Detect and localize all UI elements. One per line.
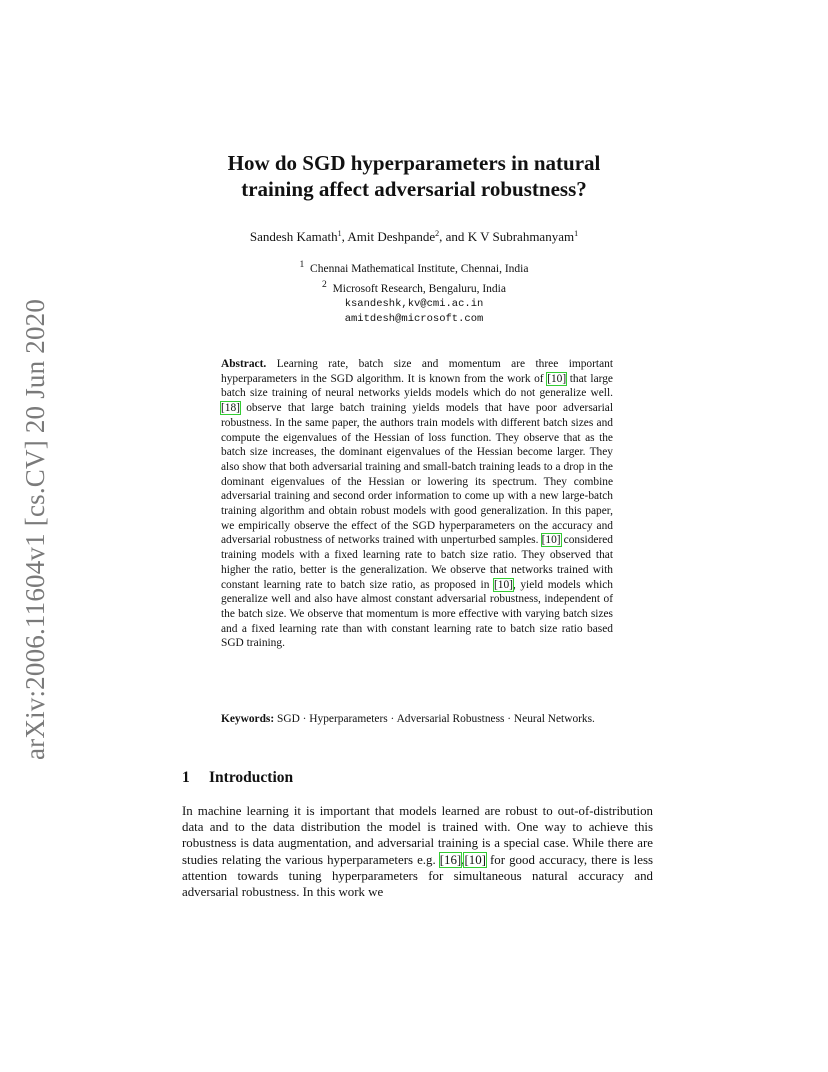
- author-name: Amit Deshpande: [347, 229, 436, 244]
- abstract-text: considered training models with a fixed learning rate to batch size ratio. They observed that higher the ratio, better is the generalization. We observe that networks trained with constant learning rate to batch size ratio, as proposed in: [221, 534, 614, 591]
- section-heading: [182, 769, 293, 787]
- body-text: ,: [461, 852, 465, 867]
- keywords: [221, 712, 613, 727]
- affiliation-text: Chennai Mathematical Institute, Chennai, India: [310, 262, 529, 275]
- title-line-1: How do SGD hyperparameters in natural: [227, 151, 601, 175]
- abstract: [221, 357, 613, 651]
- paper-title: [150, 150, 678, 202]
- affiliation-mark: 2: [435, 229, 440, 238]
- abstract-text: Learning rate, batch size and momentum are three important hyperparameters in the SGD algorithm. It is known from the work of: [221, 358, 613, 385]
- abstract-label: Abstract.: [221, 358, 267, 370]
- author-list: [150, 229, 678, 245]
- abstract-text: observe that large batch training yields models that have poor adversarial robustness. In the same paper, the authors train models with different batch sizes and compute the eigenvalues of the Hessian of loss function. They observe that as the batch size increases, the dominant eigenvalues of the Hessian become larger. They also show that both adversarial training and small-batch training leads to a drop in the dominant eigenvalues of the Hessian or lowering its spectrum. They combine adversarial training and second order information to come up with a new large-batch training algorithm and obtain robust models with good generalization. In this paper, we empirically observe the effect of the SGD hyperparameters on the accuracy and adversarial robustness of networks trained with unperturbed samples.: [221, 402, 613, 547]
- email-line: amitdesh@microsoft.com: [344, 312, 484, 325]
- abstract-text: that large batch size training of neural networks yields models which do not generalize well.: [221, 372, 613, 400]
- citation-link[interactable]: [10]: [493, 578, 513, 591]
- author-separator: ,: [341, 229, 348, 244]
- section-number: 1: [182, 769, 190, 786]
- citation-link[interactable]: [10]: [541, 534, 561, 547]
- affiliation-text: Microsoft Research, Bengaluru, India: [332, 282, 506, 295]
- introduction-paragraph: [182, 803, 653, 900]
- affiliations: [150, 257, 678, 327]
- body-text: In machine learning it is important that models learned are robust to out-of-distribution data and to the data distribution the model is trained with. One way to achieve this robustness is data augmentation, and adversarial training is a special case. While there are studies relating the various hyperparameters e.g.: [182, 804, 653, 867]
- body-text: for good accuracy, there is less attention towards tuning hyperparameters for simultaneous natural accuracy and adversarial robustness. In this work we: [182, 852, 653, 900]
- affiliation-line: [150, 277, 678, 297]
- section-title: Introduction: [209, 769, 294, 786]
- affiliation-mark: 1: [337, 229, 342, 238]
- keywords-text: SGD · Hyperparameters · Adversarial Robustness · Neural Networks.: [274, 713, 595, 725]
- author-name: K V Subrahmanyam: [467, 229, 575, 244]
- citation-link[interactable]: [18]: [221, 402, 240, 415]
- affiliation-mark: 1: [574, 229, 579, 238]
- citation-link[interactable]: [16]: [439, 852, 462, 867]
- author-name: Sandesh Kamath: [249, 229, 338, 244]
- affiliation-mark: 2: [322, 278, 327, 290]
- author-separator: , and: [439, 229, 468, 244]
- email-line: ksandeshk,kv@cmi.ac.in: [344, 297, 484, 310]
- affiliation-mark: 1: [299, 259, 305, 270]
- affiliation-line: [150, 257, 678, 277]
- citation-link[interactable]: [10]: [547, 372, 567, 385]
- abstract-text: , yield models which generalize well and also have almost constant adversarial robustness, independent of the batch size. We observe that momentum is more effective with varying batch sizes and a fixed learning rate than with constant learning rate to batch size ratio based SGD training.: [221, 578, 613, 650]
- citation-link[interactable]: [10]: [464, 852, 486, 867]
- title-line-2: training affect adversarial robustness?: [241, 177, 587, 201]
- keywords-label: Keywords:: [221, 713, 275, 725]
- arxiv-identifier-stamp: arXiv:2006.11604v1 [cs.CV] 20 Jun 2020: [20, 298, 50, 760]
